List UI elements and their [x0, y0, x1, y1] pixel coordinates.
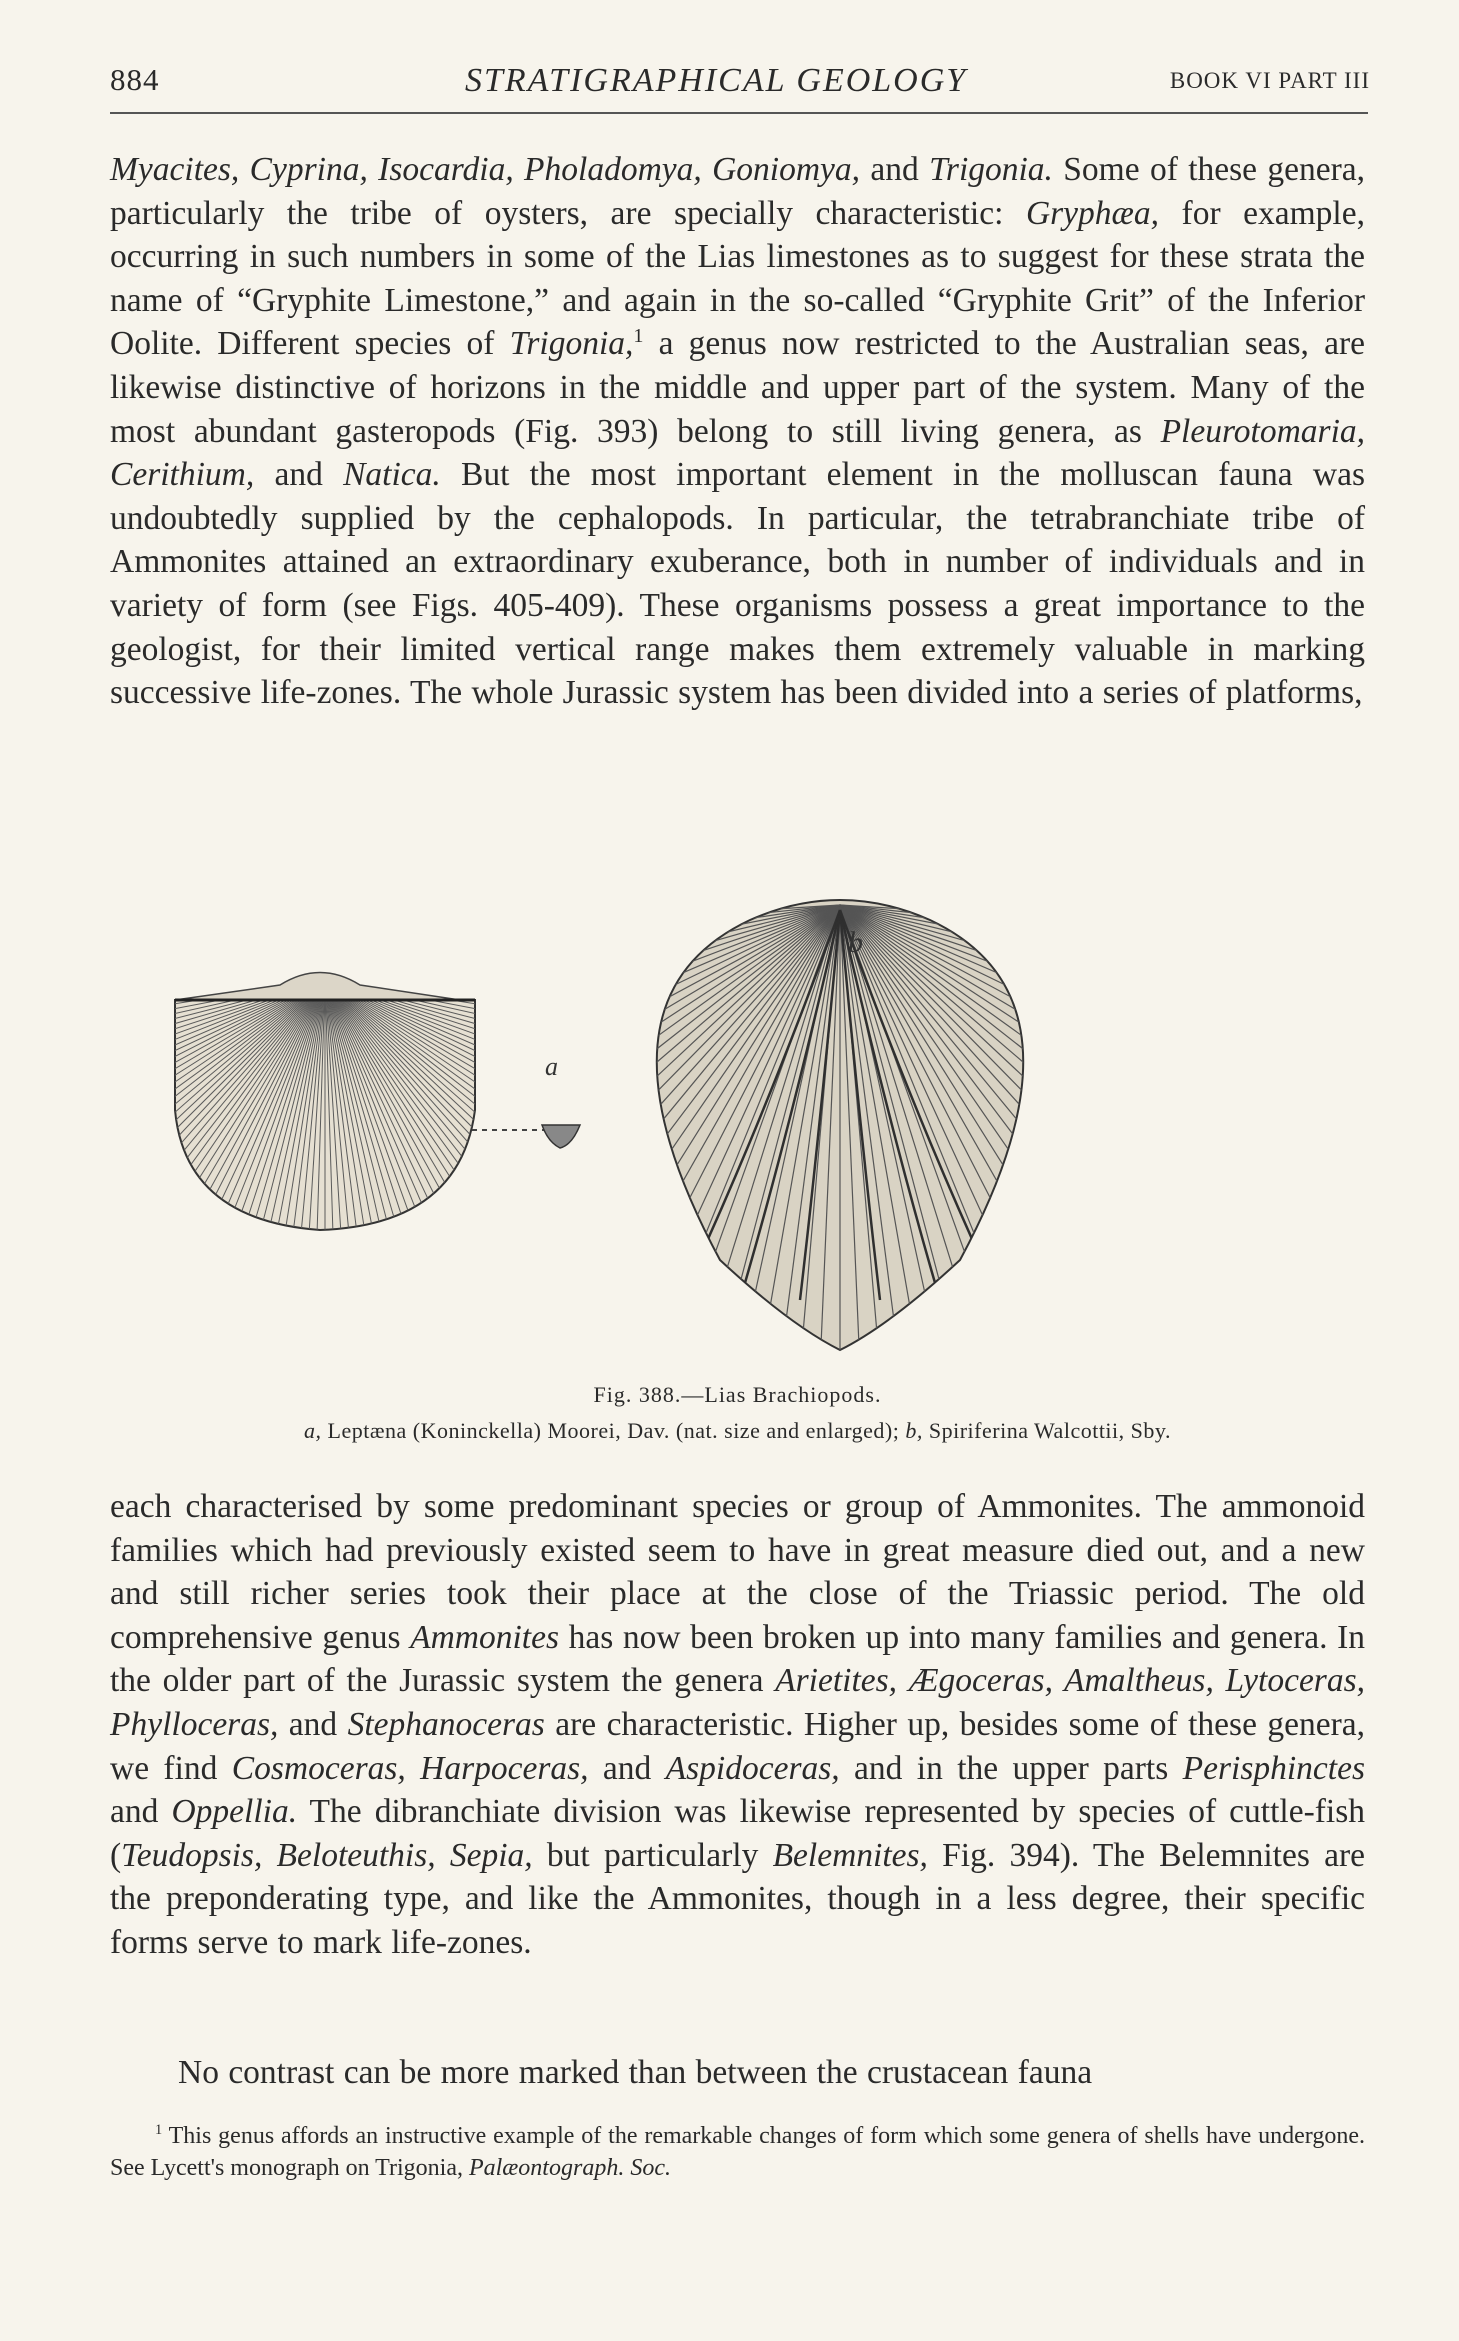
text-span: Some of these genera, particularly the tribe of oysters, are specially characteristic: [110, 151, 1366, 232]
text-span: Myacites, Cyprina, Isocardia, Pholadomya, Goniomya, [110, 151, 861, 188]
text-span: Aspidoceras, [665, 1749, 840, 1787]
text-span: Pleurotomaria, Cerithium, [110, 412, 1365, 494]
figure-label-a: a [545, 1052, 558, 1081]
text-span: Fig. 394). The Belemnites are the preponderating type, and like the Ammonites, though in a less degree, their specific forms serve to mark life-zones. [110, 1836, 1365, 1961]
page-number: 884 [110, 62, 160, 97]
text-span: Trigonia. [929, 151, 1053, 188]
text-span: a, [304, 1418, 322, 1443]
running-header [110, 62, 1370, 112]
leptaena-enlarged-drawing [542, 1125, 580, 1148]
book-part-label: BOOK VI PART III [1169, 68, 1370, 93]
text-span: This genus affords an instructive example of the remarkable changes of form which some genera of shells have undergone. See Lycett's monograph on Trigonia, [110, 2123, 1365, 2181]
figure-caption-detail [110, 1418, 1365, 1444]
footnote-mark: 1 [155, 2122, 163, 2138]
running-title: STRATIGRAPHICAL GEOLOGY [465, 62, 968, 99]
text-span: Palæontograph. Soc. [468, 2155, 671, 2181]
figure-caption-title: Fig. 388.—Lias Brachiopods. [593, 1382, 882, 1407]
text-span: Gryphæa, [1025, 194, 1160, 232]
text-span: Trigonia, [509, 325, 634, 363]
text-span: and [254, 456, 344, 494]
text-span: and [110, 1793, 172, 1831]
text-span: for example, occurring in such numbers in some of the Lias limestones as to suggest for these strata the name of “Gryphite Limestone,” and again in the so-called “Gryphite Grit” of the Inferior Oolite. Different species of [110, 194, 1365, 363]
text-span: Ammonites [410, 1618, 559, 1656]
paragraph-2 [110, 1485, 1365, 1965]
text-span: Spiriferina Walcottii, Sby. [922, 1418, 1171, 1443]
text-span: and [588, 1749, 666, 1787]
text-span: are characteristic. Higher up, besides some of these genera, we find [110, 1705, 1365, 1787]
text-span: and [278, 1705, 348, 1743]
brachiopod-figure [160, 880, 1340, 1360]
text-span: and [860, 151, 930, 188]
text-span: a genus now restricted to the Australian seas, are likewise distinctive of horizons in the middle and upper part of the system. Many of the most abundant gasteropods (Fig. 393) belong to still living genera, as [110, 325, 1365, 450]
text-span: Leptæna (Koninckella) Moorei, Dav. (nat. size and enlarged); [321, 1418, 906, 1443]
text-span: Cosmoceras, Harpoceras, [231, 1749, 589, 1787]
text-span: has now been broken up into many families and genera. In the older part of the Jurassic system the genera [110, 1618, 1365, 1700]
footnote-ref: 1 [633, 325, 644, 348]
text-span: b, [905, 1418, 923, 1443]
text-span: Perisphinctes [1182, 1749, 1365, 1787]
text-span: Teudopsis, Beloteuthis, Sepia, [121, 1836, 533, 1874]
paragraph-3: No contrast can be more marked than between the crustacean fauna [178, 2054, 1093, 2091]
header-rule [110, 112, 1368, 114]
text-span: Stephanoceras [347, 1705, 545, 1743]
footnote [110, 2120, 1365, 2184]
text-span: The dibranchiate division was likewise represented by species of cuttle-fish ( [110, 1793, 1365, 1874]
text-span: each characterised by some predominant species or group of Ammonites. The ammonoid families which had previously existed seem to have in great measure died out, and a new and still richer series took their place at the close of the Triassic period. The old comprehensive genus [110, 1488, 1365, 1656]
text-span: but particularly [532, 1836, 773, 1874]
text-span: Arietites, Ægoceras, Amaltheus, Lytoceras, Phylloceras, [110, 1662, 1366, 1743]
text-span: Oppellia. [171, 1793, 298, 1831]
text-span: But the most important element in the molluscan fauna was undoubtedly supplied by the cephalopods. In particular, the tetrabranchiate tribe of Ammonites attained an extraordinary exuberance, both in number of individuals and in variety of form (see Figs. 405-409). These organisms possess a great importance to the geologist, for their limited vertical range makes them extremely valuable in marking successive life-zones. The whole Jurassic system has been divided into a series of platforms, [110, 456, 1365, 712]
text-span: and in the upper parts [839, 1749, 1183, 1787]
text-span: Belemnites, [772, 1836, 928, 1874]
figure-label-b: b [848, 926, 863, 959]
text-span: Natica. [343, 456, 441, 494]
paragraph-1 [110, 148, 1365, 715]
